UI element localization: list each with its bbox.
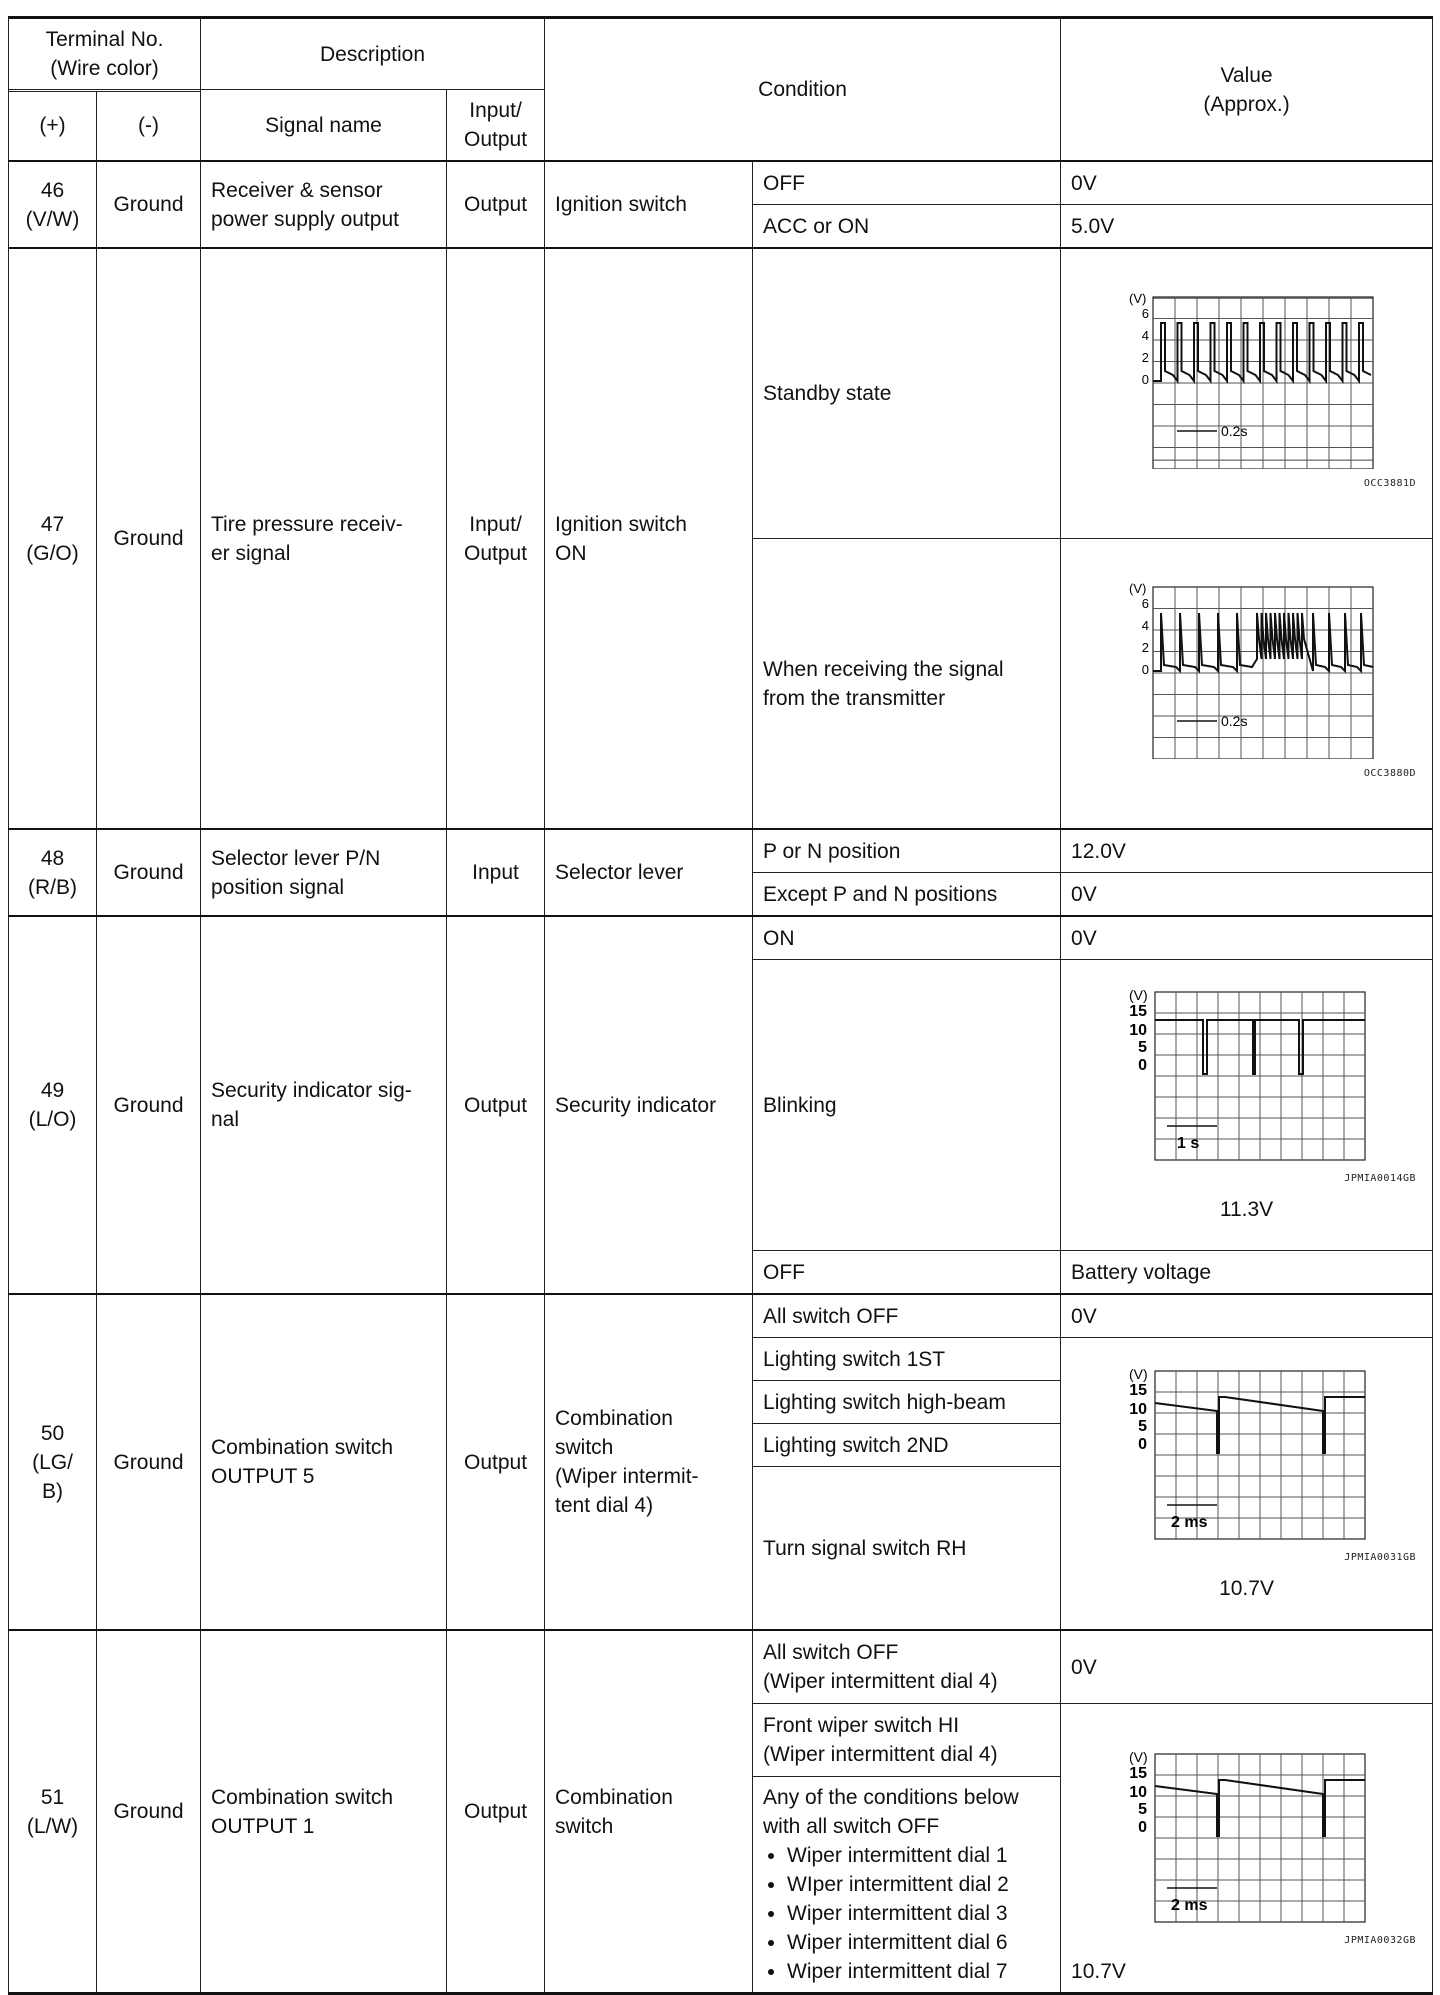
wave-scale: 1 s — [1176, 1135, 1199, 1152]
sub-condition-cell: Standby state — [753, 248, 1061, 539]
wave-ytick: 10 — [1128, 1400, 1147, 1418]
header-signal-name: Signal name — [201, 90, 447, 162]
header-plus: (+) — [9, 91, 97, 161]
waveform-blinking — [1107, 986, 1387, 1164]
table-row — [9, 916, 1433, 960]
wave-ytick: 6 — [1141, 596, 1149, 611]
sub-condition-cell: P or N position — [753, 829, 1061, 873]
waveform-code: OCC3881D — [1363, 478, 1417, 489]
signal-name-cell: Security indicator sig- nal — [201, 916, 447, 1294]
sub-condition-cell: Except P and N positions — [753, 873, 1061, 917]
wave-ytick: 5 — [1137, 1801, 1147, 1818]
wave-ytick: 5 — [1137, 1039, 1147, 1056]
wave-scale: 0.2s — [1220, 713, 1247, 729]
sub-condition-cell: OFF — [753, 161, 1061, 205]
waveform-output5 — [1107, 1365, 1387, 1543]
wave-ytick: 5 — [1137, 1417, 1147, 1435]
waveform-code: JPMIA0032GB — [1344, 1935, 1417, 1946]
wave-ytick: 4 — [1141, 328, 1149, 343]
wave-ytick: 4 — [1141, 618, 1149, 633]
ground-cell: Ground — [97, 161, 201, 248]
terminal-spec-table — [8, 16, 1433, 1995]
signal-name-cell: Receiver & sensor power supply output — [201, 161, 447, 248]
wave-ytick: 0 — [1137, 1819, 1147, 1836]
waveform-cell — [1061, 1338, 1433, 1631]
waveform-output1 — [1107, 1748, 1387, 1926]
sub-condition-cell: When receiving the signal from the transmitter — [753, 539, 1061, 830]
wave-ylabel: (V) — [1128, 1749, 1148, 1765]
terminal-cell: 47 (G/O) — [9, 248, 97, 829]
table-row — [9, 248, 1433, 539]
condition-cell: Combination switch — [545, 1630, 753, 1994]
sub-condition-cell: ACC or ON — [753, 205, 1061, 249]
wave-ytick: 15 — [1128, 1003, 1147, 1020]
list-item: • Wiper intermittent dial 6 — [787, 1928, 1050, 1957]
value-cell: Battery voltage — [1061, 1251, 1433, 1295]
wave-scale: 0.2s — [1220, 423, 1247, 439]
value-cell: 5.0V — [1061, 205, 1433, 249]
waveform-code: JPMIA0014GB — [1344, 1173, 1417, 1184]
wave-ytick: 15 — [1128, 1765, 1147, 1782]
sub-condition-cell — [753, 1777, 1061, 1994]
wave-ylabel: (V) — [1128, 581, 1146, 596]
wave-ytick: 15 — [1128, 1381, 1147, 1399]
ground-cell: Ground — [97, 829, 201, 916]
table-row — [9, 1294, 1433, 1338]
io-cell: Output — [447, 1294, 545, 1630]
sub-condition-cell: All switch OFF (Wiper intermittent dial 4) — [753, 1630, 1061, 1704]
wave-path — [1153, 323, 1371, 381]
wave-ylabel: (V) — [1128, 987, 1148, 1003]
value-cell: 0V — [1061, 1630, 1433, 1704]
value-cell: 12.0V — [1061, 829, 1433, 873]
waveform-code: JPMIA0031GB — [1344, 1551, 1417, 1563]
table-row — [9, 161, 1433, 205]
header-terminal-no: Terminal No. (Wire color) — [9, 18, 201, 90]
table-row — [9, 1630, 1433, 1704]
signal-name-cell: Selector lever P/N position signal — [201, 829, 447, 916]
terminal-cell: 48 (R/B) — [9, 829, 97, 916]
wave-ytick: 2 — [1141, 640, 1149, 655]
ground-cell: Ground — [97, 1630, 201, 1994]
table-row — [9, 829, 1433, 873]
sub-condition-cell: Blinking — [753, 960, 1061, 1251]
sub-condition-cell: Front wiper switch HI (Wiper intermittent dial 4) — [753, 1704, 1061, 1777]
condition-cell: Ignition switch ON — [545, 248, 753, 829]
signal-name-cell: Combination switch OUTPUT 5 — [201, 1294, 447, 1630]
terminal-cell: 50 (LG/ B) — [9, 1294, 97, 1630]
wave-scale: 2 ms — [1170, 1897, 1207, 1914]
sub-condition-cell: ON — [753, 916, 1061, 960]
condition-cell: Combination switch (Wiper intermit- tent dial 4) — [545, 1294, 753, 1630]
waveform-cell — [1061, 1704, 1433, 1994]
value-cell: 0V — [1061, 161, 1433, 205]
terminal-cell: 51 (L/W) — [9, 1630, 97, 1994]
waveform-standby — [1117, 289, 1377, 469]
list-item: • Wiper intermittent dial 3 — [787, 1899, 1050, 1928]
value-cell: 0V — [1061, 1294, 1433, 1338]
list-item: • Wiper intermittent dial 1 — [787, 1841, 1050, 1870]
sub-condition-cell: All switch OFF — [753, 1294, 1061, 1338]
wave-ytick: 2 — [1141, 350, 1149, 365]
sub-condition-cell: Lighting switch 2ND — [753, 1424, 1061, 1467]
header-row-1 — [9, 18, 1433, 90]
condition-cell: Ignition switch — [545, 161, 753, 248]
waveform-code: OCC3880D — [1363, 768, 1417, 779]
ground-cell: Ground — [97, 1294, 201, 1630]
bullet-intro: Any of the conditions below with all switch OFF — [763, 1786, 1019, 1838]
waveform-value: 10.7V — [1219, 1576, 1274, 1600]
header-description: Description — [201, 18, 545, 90]
io-cell: Output — [447, 161, 545, 248]
header-value: Value (Approx.) — [1061, 18, 1433, 162]
io-cell: Input/ Output — [447, 248, 545, 829]
header-minus: (-) — [97, 91, 201, 161]
condition-cell: Selector lever — [545, 829, 753, 916]
wave-ylabel: (V) — [1128, 291, 1146, 306]
wave-ytick: 0 — [1137, 1435, 1147, 1453]
signal-name-cell: Tire pressure receiv- er signal — [201, 248, 447, 829]
terminal-cell: 46 (V/W) — [9, 161, 97, 248]
waveform-value: 11.3V — [1219, 1198, 1274, 1221]
wave-ytick: 10 — [1128, 1784, 1147, 1801]
wave-ytick: 0 — [1141, 372, 1149, 387]
io-cell: Input — [447, 829, 545, 916]
waveform-cell — [1061, 960, 1433, 1251]
wave-ylabel: (V) — [1128, 1365, 1148, 1382]
sub-condition-cell: Turn signal switch RH — [753, 1467, 1061, 1631]
wave-trace — [1153, 297, 1373, 469]
header-condition: Condition — [545, 18, 1061, 162]
list-item: • Wiper intermittent dial 7 — [787, 1957, 1050, 1986]
sub-condition-cell: Lighting switch high-beam — [753, 1381, 1061, 1424]
ground-cell: Ground — [97, 916, 201, 1294]
condition-cell: Security indicator — [545, 916, 753, 1294]
header-io: Input/ Output — [447, 90, 545, 162]
value-cell: 0V — [1061, 873, 1433, 917]
waveform-cell — [1061, 539, 1433, 830]
wave-ytick: 0 — [1141, 662, 1149, 677]
list-item: • WIper intermittent dial 2 — [787, 1870, 1050, 1899]
waveform-cell — [1061, 248, 1433, 539]
waveform-value: 10.7V — [1071, 1960, 1126, 1983]
wave-trace — [1153, 587, 1373, 759]
io-cell: Output — [447, 916, 545, 1294]
bullet-list — [763, 1841, 1050, 1986]
wave-ytick: 0 — [1137, 1057, 1147, 1074]
signal-name-cell: Combination switch OUTPUT 1 — [201, 1630, 447, 1994]
sub-condition-cell: OFF — [753, 1251, 1061, 1295]
sub-condition-cell: Lighting switch 1ST — [753, 1338, 1061, 1381]
value-cell: 0V — [1061, 916, 1433, 960]
terminal-cell: 49 (L/O) — [9, 916, 97, 1294]
wave-ytick: 6 — [1141, 306, 1149, 321]
ground-cell: Ground — [97, 248, 201, 829]
wave-ytick: 10 — [1128, 1022, 1147, 1039]
wave-scale: 2 ms — [1170, 1513, 1207, 1531]
io-cell: Output — [447, 1630, 545, 1994]
waveform-receiving — [1117, 579, 1377, 759]
